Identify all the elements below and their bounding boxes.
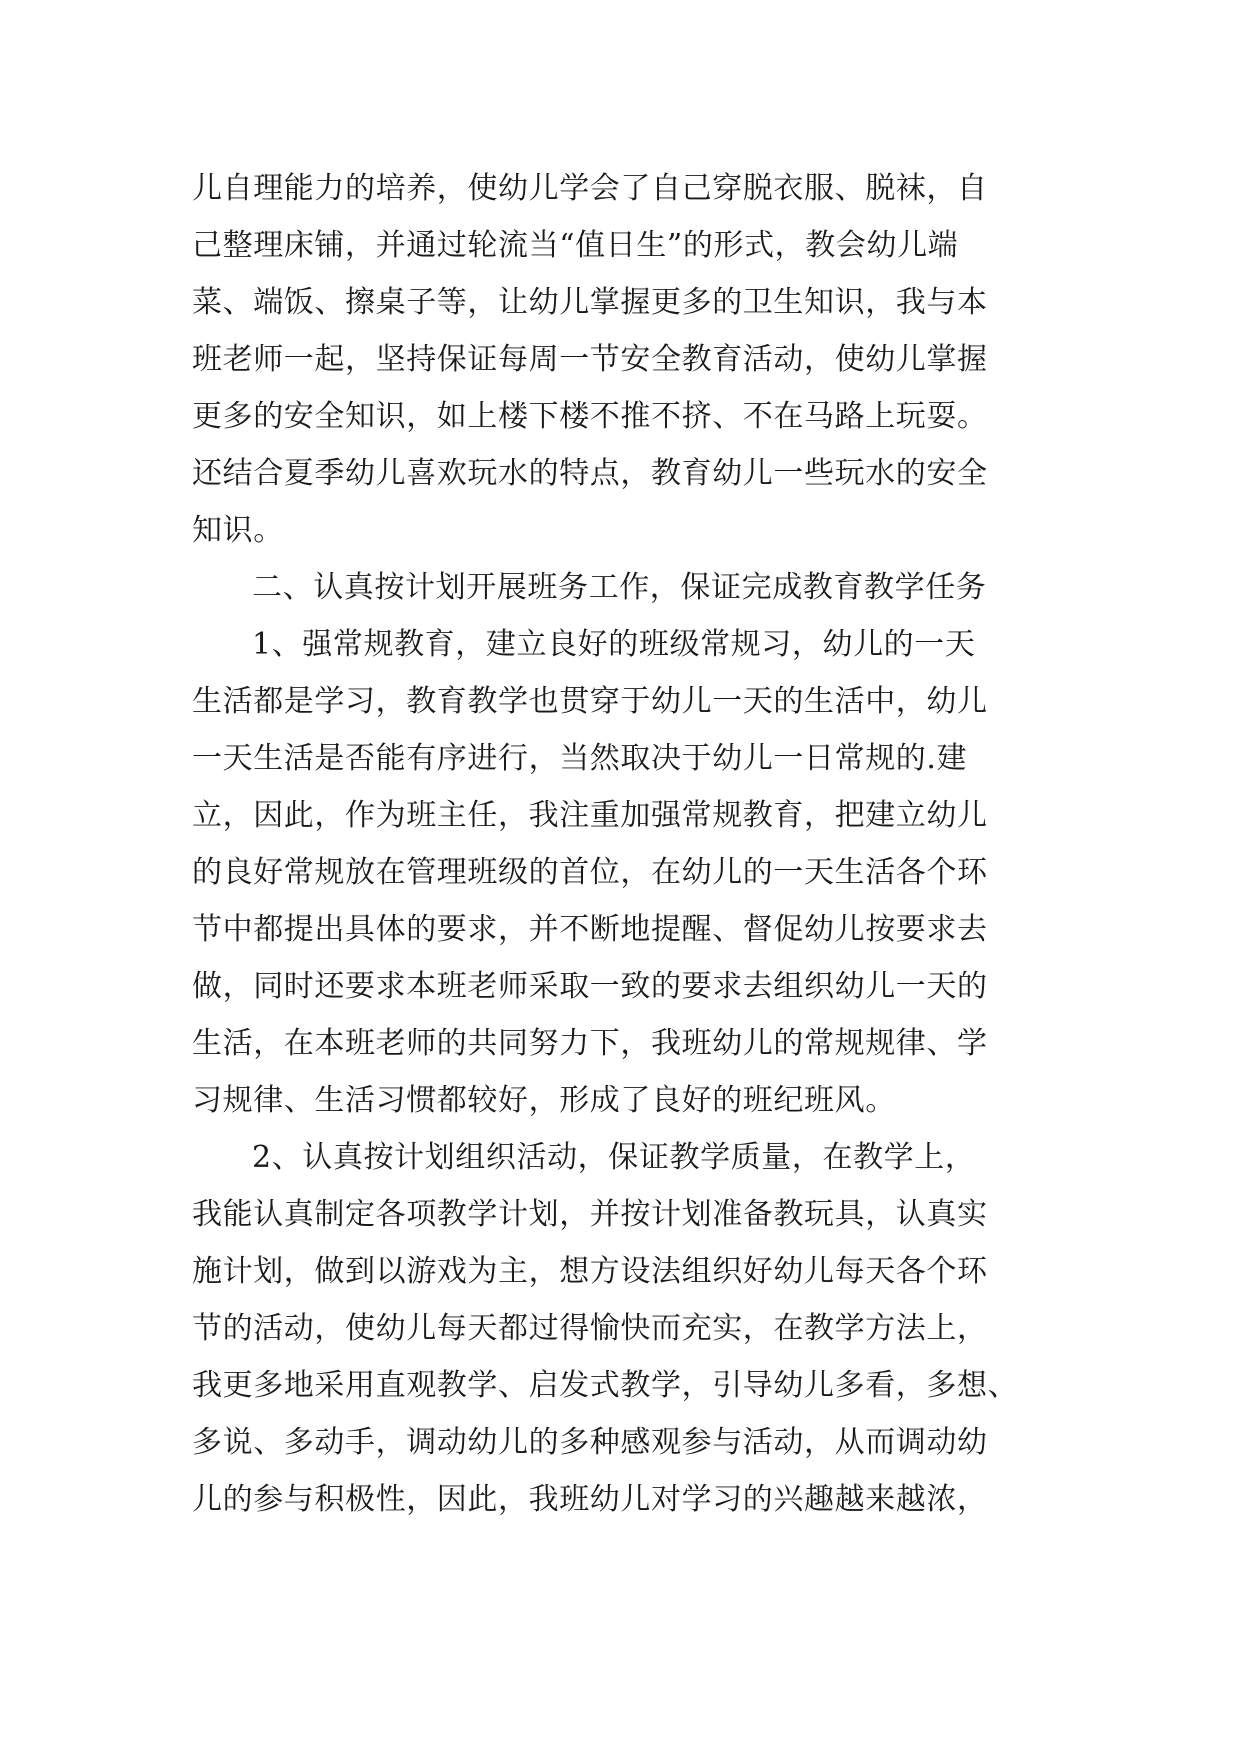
text-line: 还结合夏季幼儿喜欢玩水的特点，教育幼儿一些玩水的安全 — [192, 456, 988, 491]
body-text — [192, 160, 1072, 1528]
paragraph-first-line: 2、认真按计划组织活动，保证教学质量，在教学上， — [252, 1140, 976, 1175]
text-line: 菜、端饭、擦桌子等，让幼儿掌握更多的卫生知识，我与本 — [192, 285, 988, 320]
text-line: 儿自理能力的培养，使幼儿学会了自己穿脱衣服、脱袜，自 — [192, 171, 988, 206]
paragraph-first-line: 二、认真按计划开展班务工作，保证完成教育教学任务 — [252, 570, 987, 605]
text-line: 生活，在本班老师的共同努力下，我班幼儿的常规规律、学 — [192, 1026, 988, 1061]
text-line: 一天生活是否能有序进行，当然取决于幼儿一日常规的.建 — [192, 741, 968, 776]
text-line: 做，同时还要求本班老师采取一致的要求去组织幼儿一天的 — [192, 969, 988, 1004]
text-line: 我能认真制定各项教学计划，并按计划准备教玩具，认真实 — [192, 1197, 988, 1232]
text-line: 我更多地采用直观教学、启发式教学，引导幼儿多看，多想、 — [192, 1368, 1019, 1403]
paragraph-first-line: 1、强常规教育，建立良好的班级常规习，幼儿的一天 — [252, 627, 976, 662]
text-line: 己整理床铺，并通过轮流当“值日生”的形式，教会幼儿端 — [192, 228, 959, 263]
text-line: 更多的安全知识，如上楼下楼不推不挤、不在马路上玩耍。 — [192, 399, 988, 434]
text-line: 节的活动，使幼儿每天都过得愉快而充实，在教学方法上， — [192, 1311, 988, 1346]
text-line: 生活都是学习，教育教学也贯穿于幼儿一天的生活中，幼儿 — [192, 684, 988, 719]
text-line: 习规律、生活习惯都较好，形成了良好的班纪班风。 — [192, 1083, 896, 1118]
text-line: 的良好常规放在管理班级的首位，在幼儿的一天生活各个环 — [192, 855, 988, 890]
text-line: 儿的参与积极性，因此，我班幼儿对学习的兴趣越来越浓， — [192, 1482, 988, 1517]
text-line: 多说、多动手，调动幼儿的多种感观参与活动，从而调动幼 — [192, 1425, 988, 1460]
text-line: 知识。 — [192, 513, 284, 548]
text-line: 班老师一起，坚持保证每周一节安全教育活动，使幼儿掌握 — [192, 342, 988, 377]
text-line: 节中都提出具体的要求，并不断地提醒、督促幼儿按要求去 — [192, 912, 988, 947]
text-line: 施计划，做到以游戏为主，想方设法组织好幼儿每天各个环 — [192, 1254, 988, 1289]
text-line: 立，因此，作为班主任，我注重加强常规教育，把建立幼儿 — [192, 798, 988, 833]
